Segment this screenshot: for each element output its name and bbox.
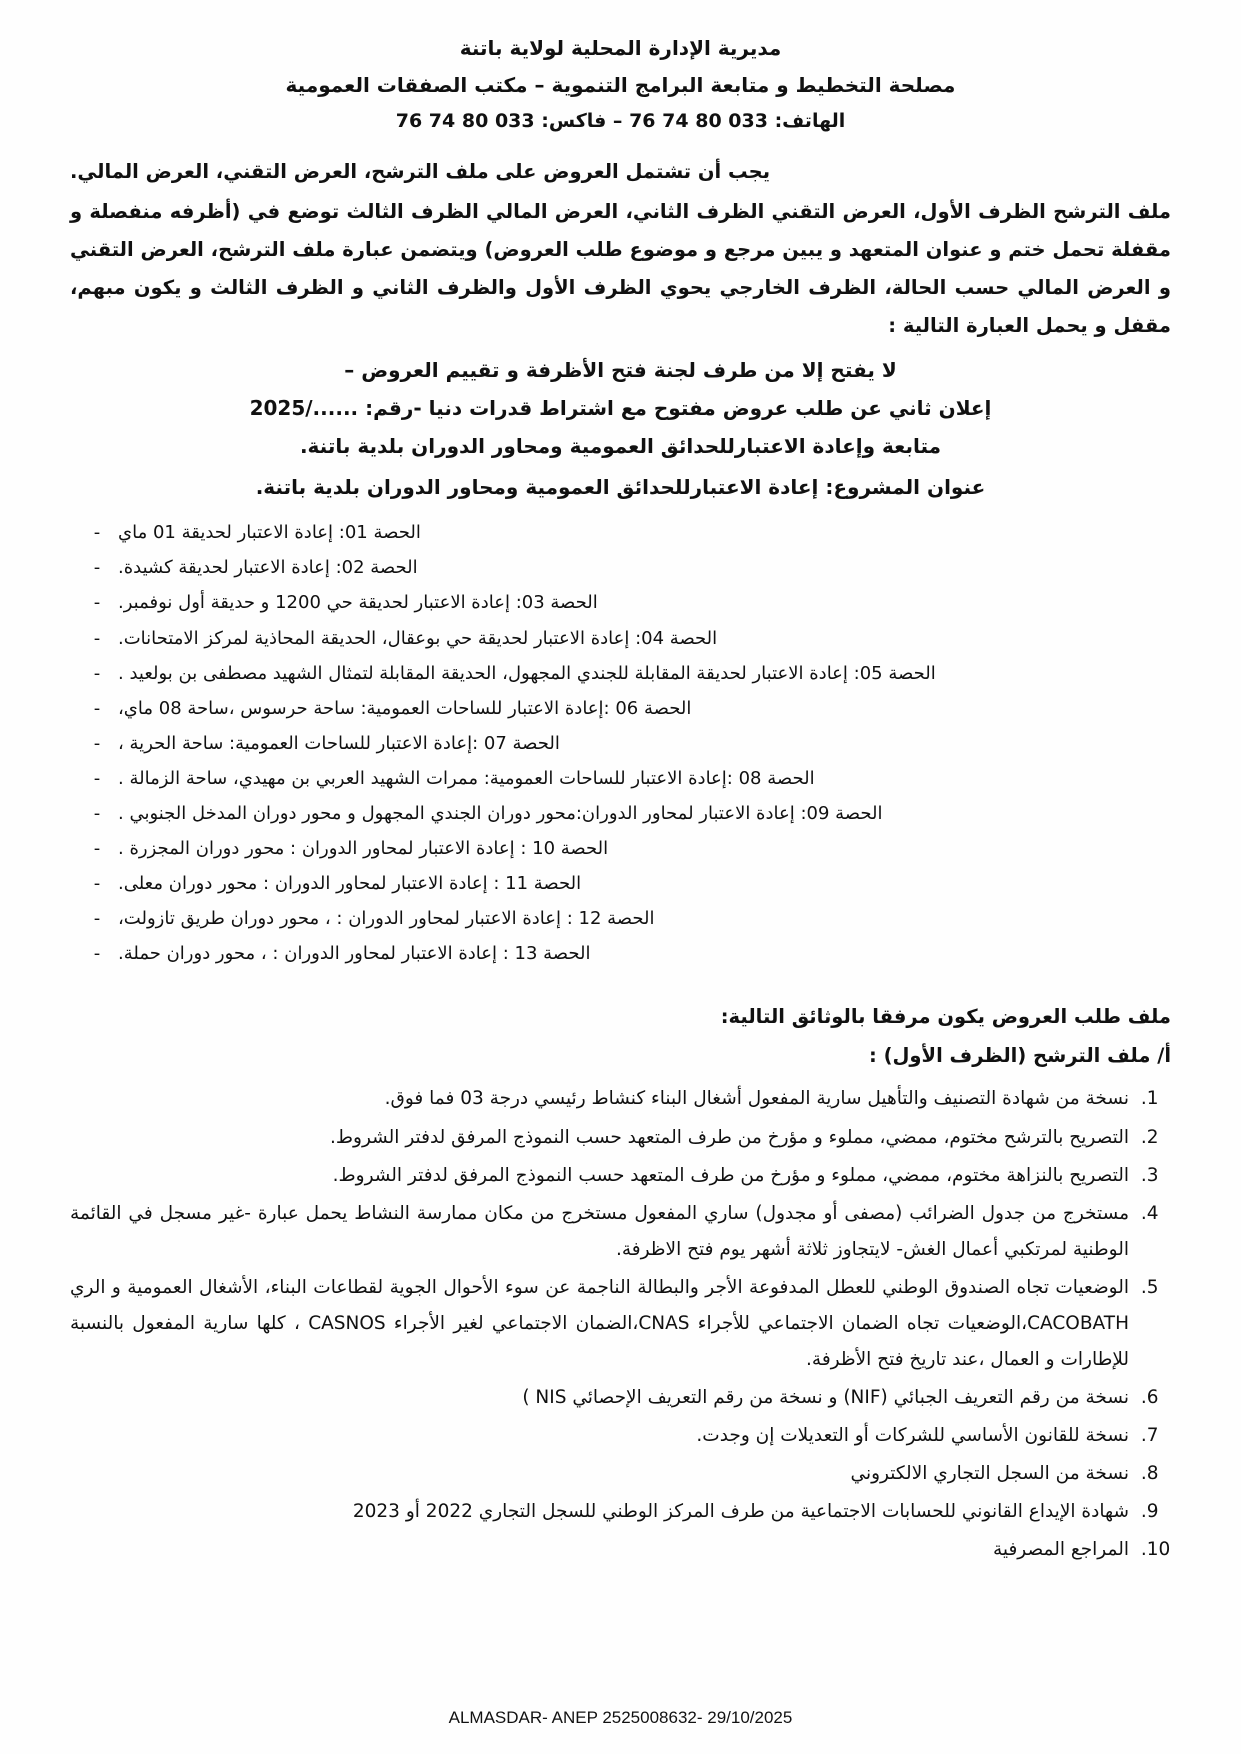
lot-label: الحصة 11 : إعادة الاعتبار لمحاور الدوران : محور دوران معلى. <box>118 873 582 895</box>
list-item <box>70 691 1171 726</box>
list-item <box>70 621 1171 656</box>
list-item: 10. المراجع المصرفية <box>70 1532 1135 1568</box>
lot-label: الحصة 09: إعادة الاعتبار لمحاور الدوران:محور دوران الجندي المجهول و محور دوران المدخل الجنوبي . <box>118 802 883 824</box>
notice-block <box>70 351 1171 465</box>
list-item: 7. نسخة للقانون الأساسي للشركات أو التعديلات إن وجدت. <box>70 1418 1135 1454</box>
lots-list <box>70 515 1171 971</box>
project-title: عنوان المشروع: إعادة الاعتبارللحدائق العمومية ومحاور الدوران بلدية باتنة. <box>255 475 986 500</box>
list-item: 6. نسخة من رقم التعريف الجبائي (NIF) و نسخة من رقم التعريف الإحصائي NIS ) <box>70 1380 1135 1416</box>
notice-tender-subject: متابعة وإعادة الاعتبارللحدائق العمومية ومحاور الدوران بلدية باتنة. <box>299 434 942 459</box>
list-bullet-dash: - <box>93 522 101 544</box>
list-item: 1. نسخة من شهادة التصنيف والتأهيل سارية المفعول أشغال البناء كنشاط رئيسي درجة 03 فما فوق. <box>70 1081 1135 1117</box>
list-item: 9. شهادة الإيداع القانوني للحسابات الاجتماعية من طرف المركز الوطني للسجل التجاري 2022 أو 2023 <box>70 1494 1135 1530</box>
documents-lead <box>70 997 1171 1075</box>
intro-paragraph-2: ملف الترشح الظرف الأول، العرض التقني الظرف الثاني، العرض المالي الظرف الثالث توضع في (أظرفه منفصلة و مقفلة تحمل ختم و عنوان المتعهد و يبين مرجع و موضوع طلب العروض) ويتضمن عبارة ملف الترشح، العرض التقني و العرض المالي حسب الحالة، الظرف الخارجي يحوي الظرف الأول والظرف الثاني و الظرف الثالث و يكون مبهم، مقفل و يحمل العبارة التالية : <box>70 200 1171 338</box>
lot-label: الحصة 12 : إعادة الاعتبار لمحاور الدوران : ، محور دوران طريق تازولت، <box>118 908 655 930</box>
lot-label: الحصة 07 :إعادة الاعتبار للساحات العمومية: ساحة الحرية ، <box>118 732 560 754</box>
lot-label: الحصة 06 :إعادة الاعتبار للساحات العمومية: ساحة حرسوس ،ساحة 08 ماي، <box>118 697 692 719</box>
lot-label: الحصة 05: إعادة الاعتبار لحديقة المقابلة للجندي المجهول، الحديقة المقابلة لتمثال الشهيد مصطفى بن بولعيد . <box>118 662 936 684</box>
lot-label: الحصة 02: إعادة الاعتبار لحديقة كشيدة. <box>118 557 418 579</box>
lot-label: الحصة 10 : إعادة الاعتبار لمحاور الدوران : محور دوران المجزرة . <box>118 838 609 860</box>
list-item <box>70 866 1171 901</box>
list-bullet-dash: - <box>93 697 101 719</box>
lot-label: الحصة 04: إعادة الاعتبار لحديقة حي بوعقال، الحديقة المحاذية لمركز الامتحانات. <box>118 627 718 649</box>
list-item: 4. مستخرج من جدول الضرائب (مصفى أو مجدول) ساري المفعول مستخرج من مكان ممارسة النشاط يحمل عبارة -غير مسجل في القائمة الوطنية لمرتكبي أعمال الغش- لايتجاوز ثلاثة أشهر يوم فتح الاظرفة. <box>70 1196 1135 1268</box>
documents-list <box>70 1081 1171 1568</box>
list-bullet-dash: - <box>93 592 101 614</box>
footer-reference: ALMASDAR- ANEP 2525008632- 29/10/2025 <box>448 1708 793 1727</box>
list-item <box>70 726 1171 761</box>
notice-tender-number: إعلان ثاني عن طلب عروض مفتوح مع اشتراط قدرات دنيا -رقم: ....../2025 <box>249 396 992 421</box>
list-bullet-dash: - <box>93 557 101 579</box>
notice-sealed-envelope-phrase: لا يفتح إلا من طرف لجنة فتح الأظرفة و تقييم العروض – <box>344 358 897 383</box>
lot-label: الحصة 01: إعادة الاعتبار لحديقة 01 ماي <box>118 522 421 544</box>
list-item <box>70 585 1171 620</box>
intro-paragraph-1: يجب أن تشتمل العروض على ملف الترشح، العرض التقني، العرض المالي. <box>70 160 771 184</box>
list-bullet-dash: - <box>93 873 101 895</box>
list-item: 8. نسخة من السجل التجاري الالكتروني <box>70 1456 1135 1492</box>
list-bullet-dash: - <box>93 943 101 965</box>
list-bullet-dash: - <box>93 627 101 649</box>
list-item <box>70 761 1171 796</box>
lot-label: الحصة 03: إعادة الاعتبار لحديقة حي 1200 و حديقة أول نوفمبر. <box>118 592 598 614</box>
lot-label: الحصة 08 :إعادة الاعتبار للساحات العمومية: ممرات الشهيد العربي بن مهيدي، ساحة الزمالة . <box>118 767 815 789</box>
list-item: 3. التصريح بالنزاهة مختوم، ممضي، مملوء و مؤرخ من طرف المتعهد حسب النموذج المرفق لدفتر الشروط. <box>70 1158 1135 1194</box>
documents-lead-line-1: ملف طلب العروض يكون مرفقا بالوثائق التالية: <box>720 1005 1171 1029</box>
intro-section <box>70 153 1171 345</box>
lot-label: الحصة 13 : إعادة الاعتبار لمحاور الدوران : ، محور دوران حملة. <box>118 943 591 965</box>
list-item: 2. التصريح بالترشح مختوم، ممضي، مملوء و مؤرخ من طرف المتعهد حسب النموذج المرفق لدفتر الشروط. <box>70 1120 1135 1156</box>
list-item: 5. الوضعيات تجاه الصندوق الوطني للعطل المدفوعة الأجر والبطالة الناجمة عن سوء الأحوال الجوية لقطاعات البناء، الأشغال العمومية و الري CACOBATH،الوضعيات تجاه الضمان الاجتماعي للأجراء CNAS،الضمان الاجتماعي لغير الأجراء CASNOS ، كلها سارية المفعول بالنسبة للإطارات و العمال ،عند تاريخ فتح الأظرفة. <box>70 1270 1135 1378</box>
list-bullet-dash: - <box>93 802 101 824</box>
list-bullet-dash: - <box>93 838 101 860</box>
list-item <box>70 796 1171 831</box>
header-line-phone-fax: الهاتف: 033 80 74 76 – فاكس: 033 80 74 76 <box>395 110 846 132</box>
documents-lead-line-2: أ/ ملف الترشح (الظرف الأول) : <box>869 1044 1171 1068</box>
document-header <box>70 30 1171 139</box>
list-bullet-dash: - <box>93 662 101 684</box>
list-bullet-dash: - <box>93 767 101 789</box>
list-bullet-dash: - <box>93 732 101 754</box>
header-line-service: مصلحة التخطيط و متابعة البرامج التنموية – مكتب الصفقات العمومية <box>285 73 956 97</box>
list-item <box>70 901 1171 936</box>
list-bullet-dash: - <box>93 908 101 930</box>
list-item <box>70 550 1171 585</box>
list-item <box>70 831 1171 866</box>
list-item <box>70 656 1171 691</box>
list-item <box>70 936 1171 971</box>
list-item <box>70 515 1171 550</box>
header-line-directorate: مديرية الإدارة المحلية لولاية باتنة <box>459 36 782 60</box>
